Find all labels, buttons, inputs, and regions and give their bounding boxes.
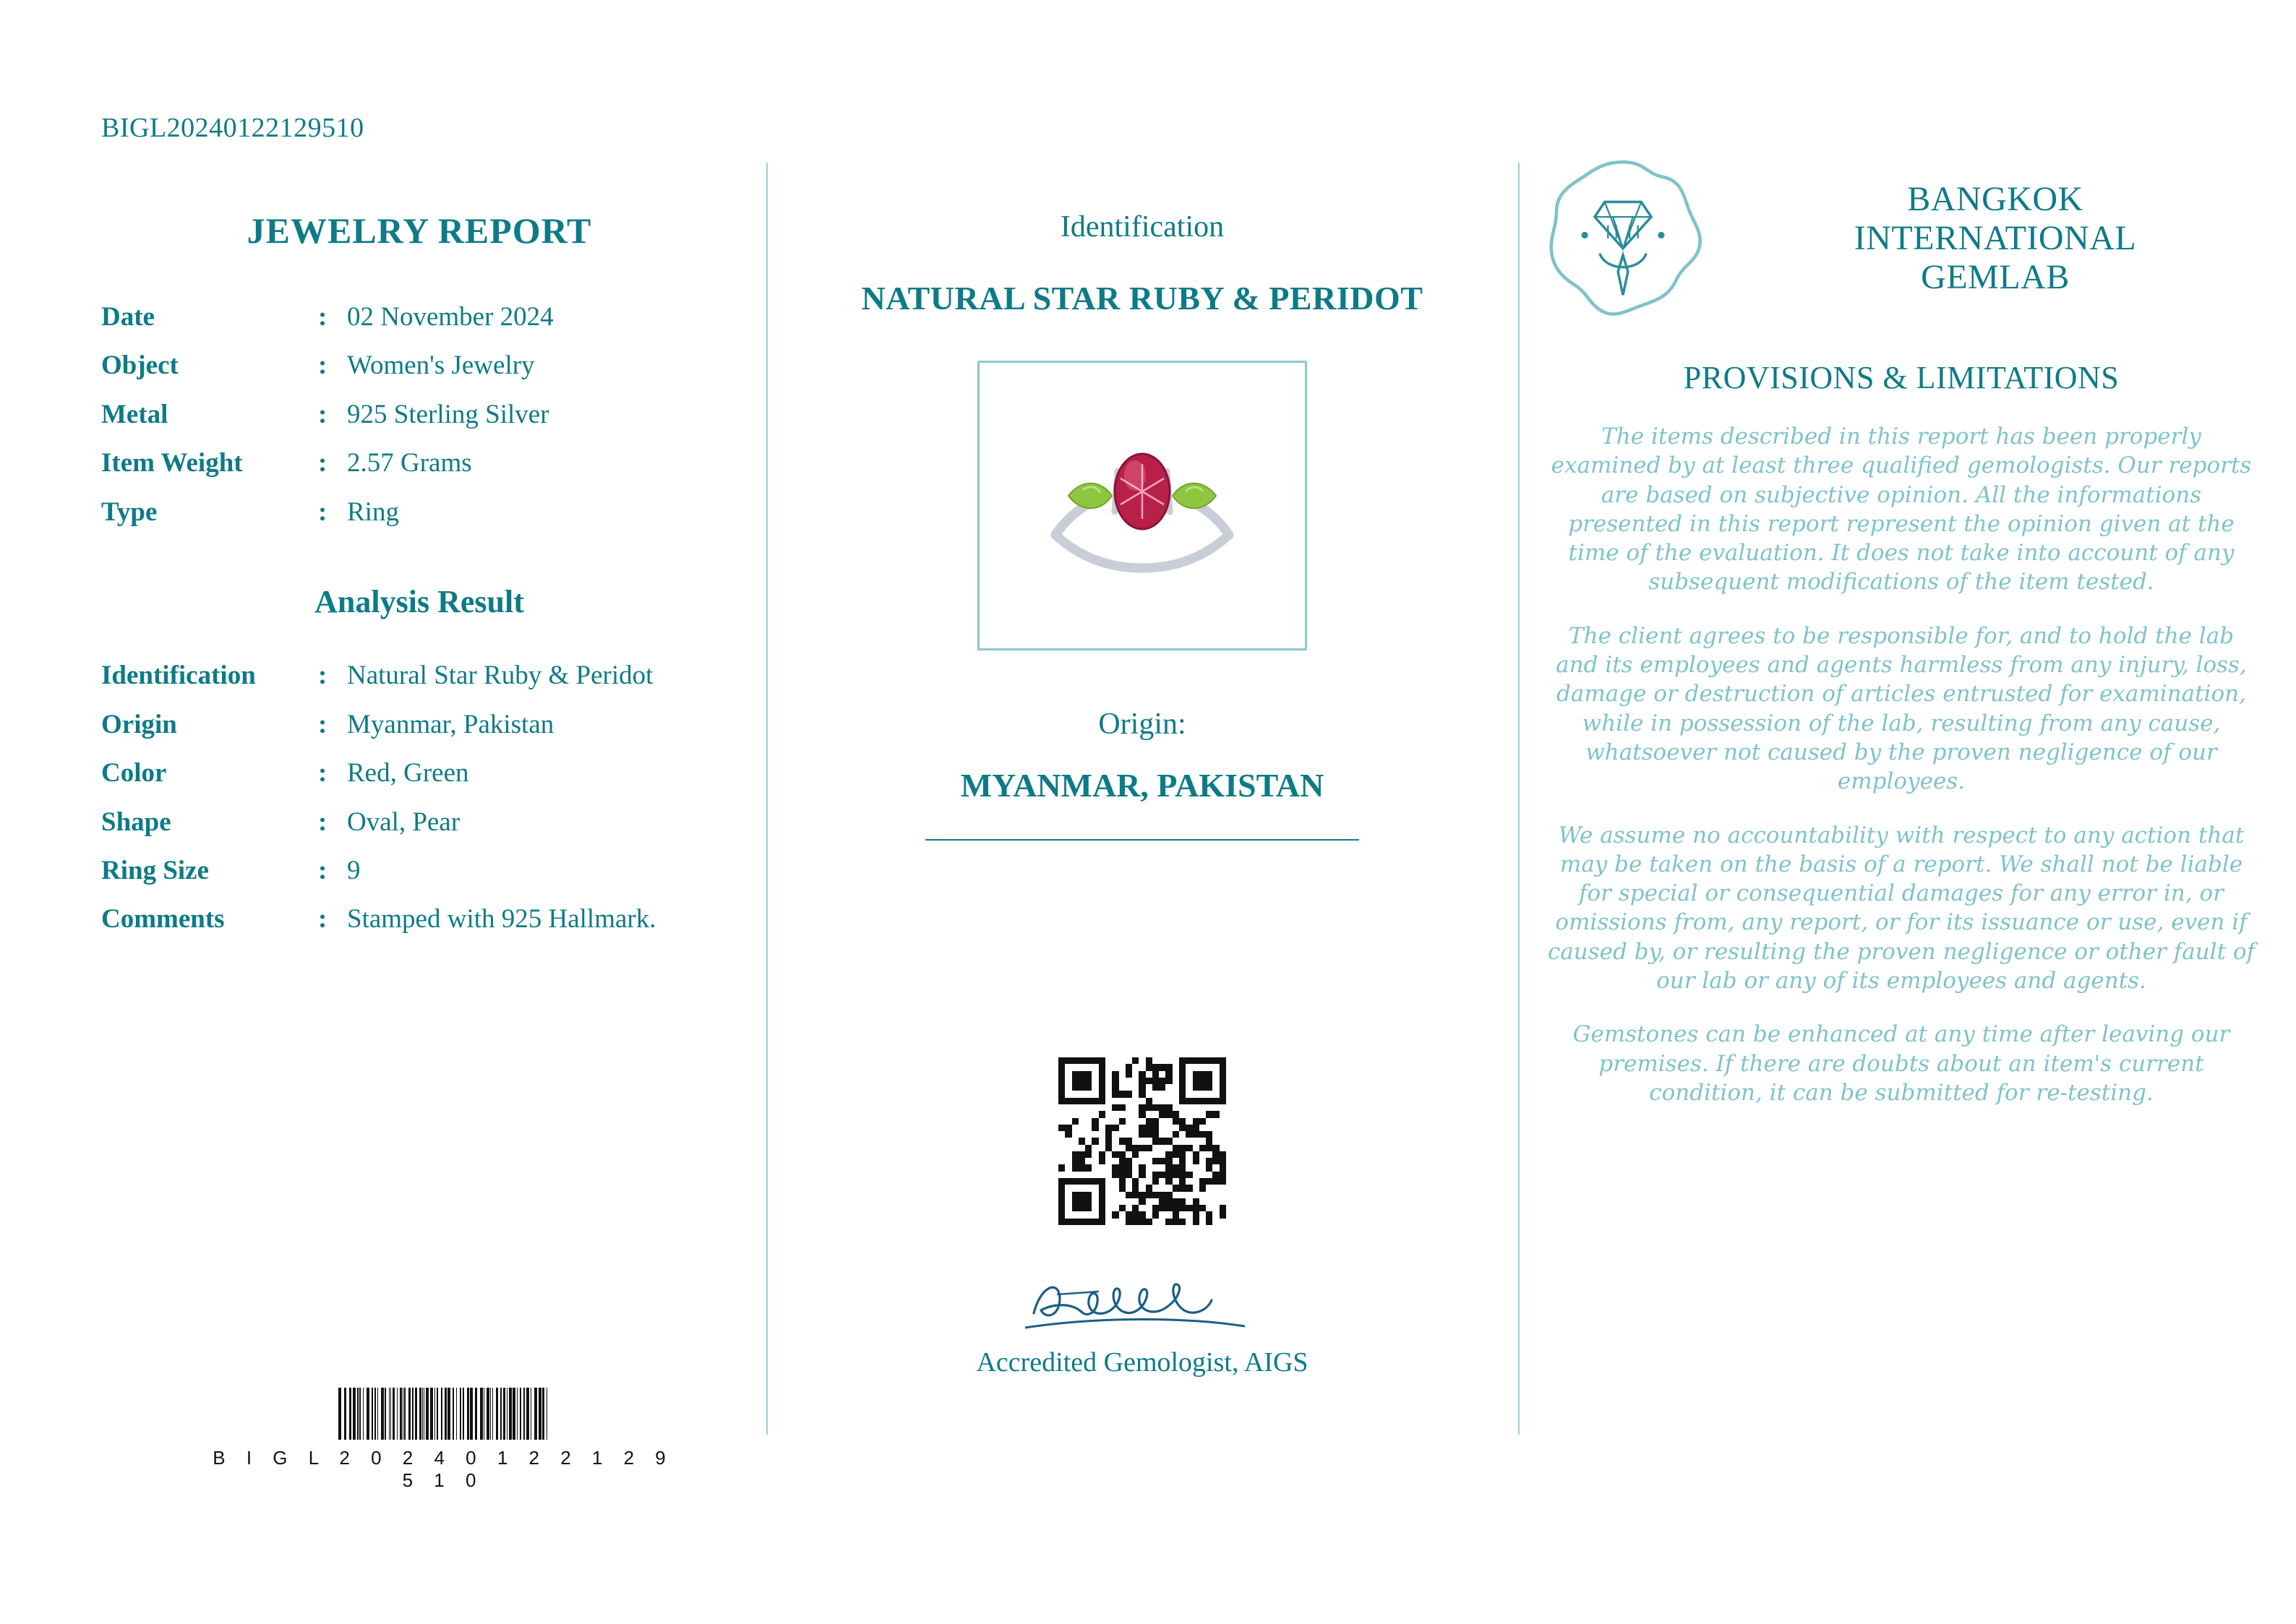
report-number: BIGL20240122129510 [101,113,364,143]
detail-colon: : [318,448,327,478]
analysis-table [101,661,737,953]
analysis-value: 9 [347,855,361,885]
analysis-key: Shape [101,807,171,837]
detail-colon: : [318,497,327,527]
analysis-colon: : [318,855,327,885]
provisions-paragraph: Gemstones can be enhanced at any time after leaving our premises. If there are doubts about an item's current condition, it can be submitted for re-testing. [1572,1021,2230,1106]
detail-colon: : [318,399,327,429]
brand-line-2: INTERNATIONAL [1854,219,2137,258]
center-column [788,210,1496,1378]
table-row [101,661,737,709]
gemstone-photo [977,361,1307,650]
brand-title [1728,180,2263,296]
brand-line-1: BANGKOK [1907,180,2083,219]
right-column [1540,155,2263,1132]
detail-key: Date [101,302,155,332]
page-title: JEWELRY REPORT [247,210,592,251]
table-row [101,400,737,448]
analysis-value: Stamped with 925 Hallmark. [347,904,656,935]
provisions-title: PROVISIONS & LIMITATIONS [1683,360,2120,395]
qr-code[interactable] [1058,1057,1226,1225]
gemlab-logo-icon [1540,155,1706,322]
detail-key: Metal [101,399,168,429]
column-divider-left [766,163,768,1435]
analysis-result-title: Analysis Result [314,584,524,620]
provisions-paragraph: We assume no accountability with respect to any action that may be taken on the basis of a report. We shall not be liable for special or consequential damages for any error in, or omissions from, any report, or for its issuance or use, even if caused by, or resulting the proven negligence or other fault of our lab or any of its employees and agents. [1547,822,2256,994]
detail-colon: : [318,351,327,381]
origin-divider [925,839,1359,841]
analysis-colon: : [318,758,327,789]
ring-illustration [1012,426,1272,585]
table-row [101,448,737,497]
table-row [101,710,737,758]
analysis-key: Origin [101,709,177,739]
analysis-value: Natural Star Ruby & Peridot [347,661,654,691]
table-row [101,904,737,953]
origin-label: Origin: [1098,708,1186,741]
details-table [101,302,737,546]
analysis-value: Myanmar, Pakistan [347,709,554,739]
table-row [101,302,737,351]
analysis-colon: : [318,904,327,935]
brand-line-3: GEMLAB [1921,257,2070,296]
analysis-value: Oval, Pear [347,807,461,837]
table-row [101,758,737,807]
analysis-key: Identification [101,661,256,691]
origin-value: MYANMAR, PAKISTAN [960,767,1324,804]
table-row [101,807,737,856]
detail-colon: : [318,302,327,332]
table-row [101,497,737,546]
table-row [101,856,737,904]
analysis-key: Color [101,758,167,789]
identification-value: NATURAL STAR RUBY & PERIDOT [861,280,1423,317]
left-column [101,210,737,953]
detail-value: 925 Sterling Silver [347,399,549,429]
detail-value: 02 November 2024 [347,302,554,332]
barcode-text: B I G L 2 0 2 4 0 1 2 2 1 2 9 5 1 0 [213,1447,674,1491]
table-row [101,351,737,399]
barcode-bars [208,1388,678,1440]
detail-key: Item Weight [101,448,243,478]
detail-value: Ring [347,497,399,527]
column-divider-right [1518,163,1520,1435]
signature-icon [990,1270,1294,1339]
signature-caption: Accredited Gemologist, AIGS [976,1347,1308,1378]
detail-key: Type [101,497,158,527]
brand-header [1540,155,2263,322]
detail-value: Women's Jewelry [347,351,535,381]
analysis-key: Ring Size [101,855,210,885]
detail-key: Object [101,351,179,381]
detail-value: 2.57 Grams [347,448,472,478]
barcode [208,1388,678,1492]
signature [788,1270,1496,1342]
provisions-paragraph: The client agrees to be responsible for, and to hold the lab and its employees and agents harmless from any injury, loss, damage or destruction of articles entrusted for examination, while in possession of the lab, resulting from any cause, whatsoever not caused by the proven negligence of our employees. [1556,622,2247,795]
analysis-colon: : [318,807,327,837]
analysis-value: Red, Green [347,758,469,789]
analysis-colon: : [318,661,327,691]
qr-code-wrap [788,1057,1496,1225]
provisions-paragraph: The items described in this report has been properly examined by at least three qualified gemologists. Our reports are based on subjective opinion. All the informations presented in this report represent the opinion given at the time of the evaluation. It does not take into account of any subsequent modifications of the item tested. [1551,424,2252,596]
analysis-key: Comments [101,904,225,935]
identification-label: Identification [1060,210,1225,244]
analysis-colon: : [318,709,327,739]
